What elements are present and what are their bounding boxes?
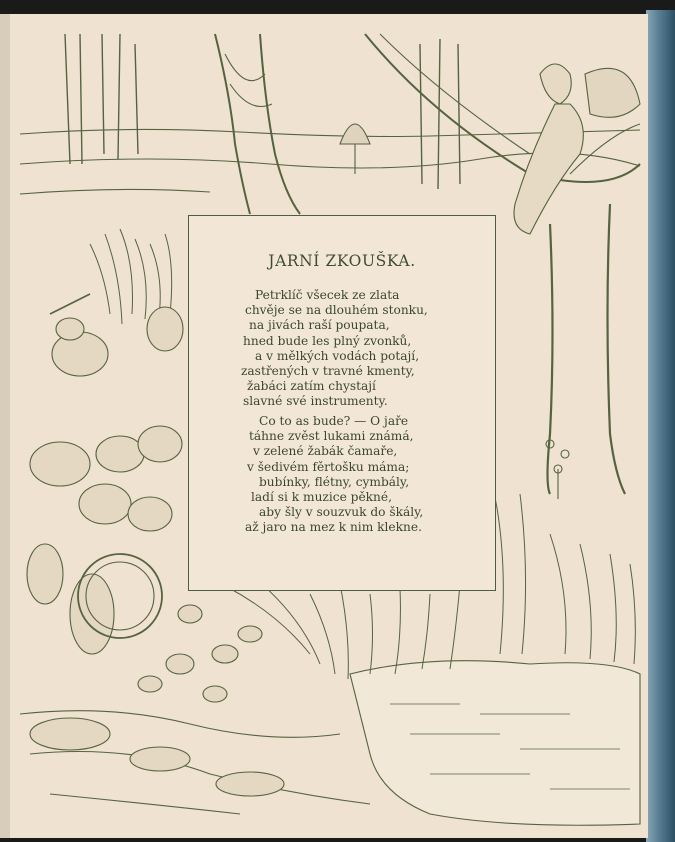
- poem-panel: [188, 215, 496, 591]
- poem-line: v zelené žabák čamaře,: [253, 444, 398, 459]
- poem-line: na jivách raší poupata,: [249, 318, 390, 333]
- poem-line: chvěje se na dlouhém stonku,: [245, 303, 428, 318]
- poem-line: až jaro na mez k nim klekne.: [245, 520, 422, 535]
- poem-line: a v mělkých vodách potají,: [255, 348, 420, 363]
- poem-line: Petrklíč všecek ze zlata: [255, 288, 400, 302]
- poem-line: slavné své instrumenty.: [243, 394, 388, 409]
- poem-stanza-2: [189, 414, 495, 536]
- poem-line: bubínky, flétny, cymbály,: [259, 474, 410, 489]
- poem-line: táhne zvěst lukami známá,: [249, 429, 414, 444]
- poem-line: hned bude les plný zvonků,: [243, 333, 412, 348]
- poem-line: Co to as bude? — O jaře: [259, 414, 409, 428]
- poem-line: ladí si k muzice pěkné,: [251, 490, 392, 505]
- poem-title: JARNÍ ZKOUŠKA.: [268, 252, 416, 270]
- poem-stanza-1: [189, 288, 495, 410]
- poem-line: zastřených v travné kmenty,: [241, 364, 415, 379]
- book-page: [10, 14, 648, 838]
- book-spine: [646, 10, 675, 842]
- poem-line: v šedivém fěrtošku máma;: [247, 459, 410, 474]
- poem-line: žabáci zatím chystají: [247, 379, 376, 394]
- poem-line: aby šly v souzvuk do škály,: [259, 505, 424, 520]
